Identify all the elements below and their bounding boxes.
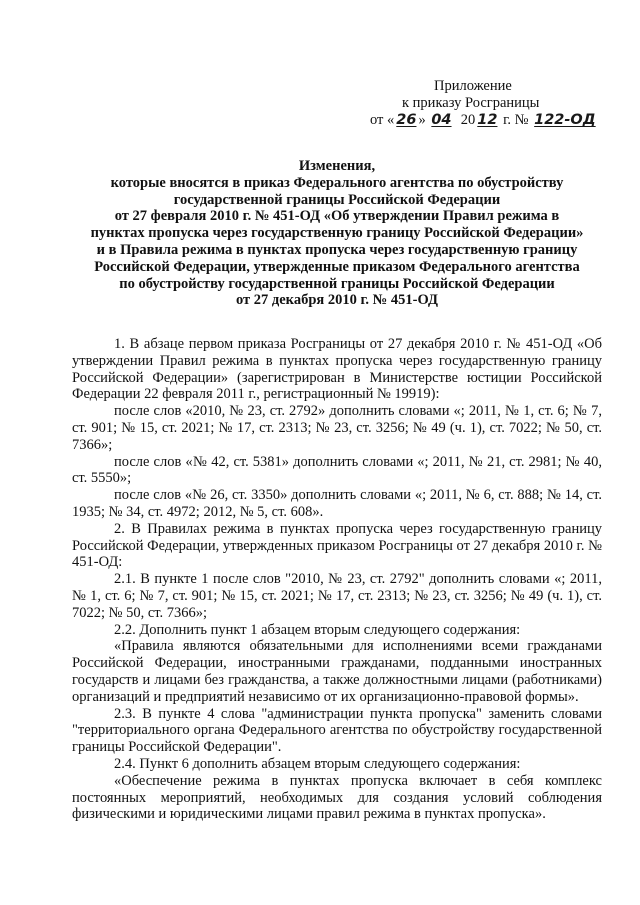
- title-line: пунктах пропуска через государственную границу Российской Федерации»: [90, 225, 584, 242]
- paragraph-2-2: 2.2. Дополнить пункт 1 абзацем вторым следующего содержания:: [114, 621, 521, 638]
- date-mid: »: [418, 112, 426, 128]
- paragraph-1-item-c: после слов «№ 26, ст. 3350» дополнить словами «; 2011, № 6, ст. 888; № 14, ст. 1935; № 34, ст. 4972; 2012, № 5, ст. 608».: [72, 487, 602, 520]
- handwritten-month: 04: [431, 112, 452, 128]
- title-line: которые вносятся в приказ Федерального агентства по обустройству: [110, 174, 564, 191]
- document-body: [72, 336, 602, 823]
- handwritten-year: 12: [477, 112, 498, 128]
- paragraph-1: 1. В абзаце первом приказа Росграницы от 27 декабря 2010 г. № 451-ОД «Об утверждении Правил режима в пунктах пропуска через государственную границу Российской Федерации» (зарегистрирован в Министерстве юстиции Российской Федерации 22 февраля 2011 г., регистрационный № 19919):: [72, 336, 602, 403]
- title-line: Изменения,: [298, 158, 376, 174]
- handwritten-day: 26: [396, 112, 417, 128]
- document-title: [72, 158, 602, 309]
- appendix-date-line: [370, 112, 620, 129]
- paragraph-1-item-b: после слов «№ 42, ст. 5381» дополнить словами «; 2011, № 21, ст. 2981; № 40, ст. 5550»;: [72, 453, 602, 487]
- title-line: по обустройству государственной границы Российской Федерации: [119, 275, 555, 292]
- appendix-heading: Приложение: [434, 78, 512, 94]
- paragraph-2-4-quote: «Обеспечение режима в пунктах пропуска включает в себя комплекс постоянных мероприятий, необходимых для создания условий соблюдения физическими и юридическими лицами правил режима в пунктах пропуска».: [72, 772, 602, 823]
- title-line: и в Правила режима в пунктах пропуска через государственную границу: [96, 241, 578, 258]
- paragraph-2-2-quote: «Правила являются обязательными для исполнениями всеми гражданами Российской Федерации, иностранными гражданами, подданными иностранных государств и лицами без гражданства, а также должностными лицами (работниками) организаций и предприятий независимо от их организационно-правовой формы».: [72, 638, 602, 705]
- number-prefix: г. №: [503, 112, 529, 128]
- appendix-block: [370, 78, 620, 129]
- paragraph-2-4: 2.4. Пункт 6 дополнить абзацем вторым следующего содержания:: [114, 755, 521, 772]
- paragraph-2: 2. В Правилах режима в пунктах пропуска через государственную границу Российской Федерации, утвержденных приказом Росграницы от 27 декабря 2010 г. № 451-ОД:: [72, 520, 602, 571]
- title-line: государственной границы Российской Федерации: [173, 191, 501, 208]
- title-line: Российской Федерации, утвержденные приказом Федерального агентства: [94, 258, 580, 275]
- paragraph-2-1: 2.1. В пункте 1 после слов "2010, № 23, ст. 2792" дополнить словами «; 2011, № 1, ст. 6; № 7, ст. 901; № 15, ст. 2021; № 17, ст. 2313; № 23, ст. 3256; № 49 (ч. 1), ст. 7022; № 50, ст. 7366»;: [72, 571, 602, 621]
- title-line: от 27 февраля 2010 г. № 451-ОД «Об утверждении Правил режима в: [114, 208, 560, 225]
- title-line: от 27 декабря 2010 г. № 451-ОД: [235, 292, 438, 309]
- paragraph-2-3: 2.3. В пункте 4 слова "администрации пункта пропуска" заменить словами "территориального органа Федерального агентства по обустройству государственной границы Российской Федерации".: [72, 705, 602, 756]
- handwritten-number: 122-ОД: [534, 112, 596, 128]
- appendix-order-ref: к приказу Росграницы: [402, 95, 540, 111]
- date-prefix: от «: [370, 112, 395, 128]
- paragraph-1-item-a: после слов «2010, № 23, ст. 2792» дополнить словами «; 2011, № 1, ст. 6; № 7, ст. 901; № 15, ст. 2021; № 17, ст. 2313; № 23, ст. 3256; № 49 (ч. 1), ст. 7022; № 50, ст. 7366»;: [72, 403, 602, 453]
- year-prefix: 20: [460, 112, 476, 128]
